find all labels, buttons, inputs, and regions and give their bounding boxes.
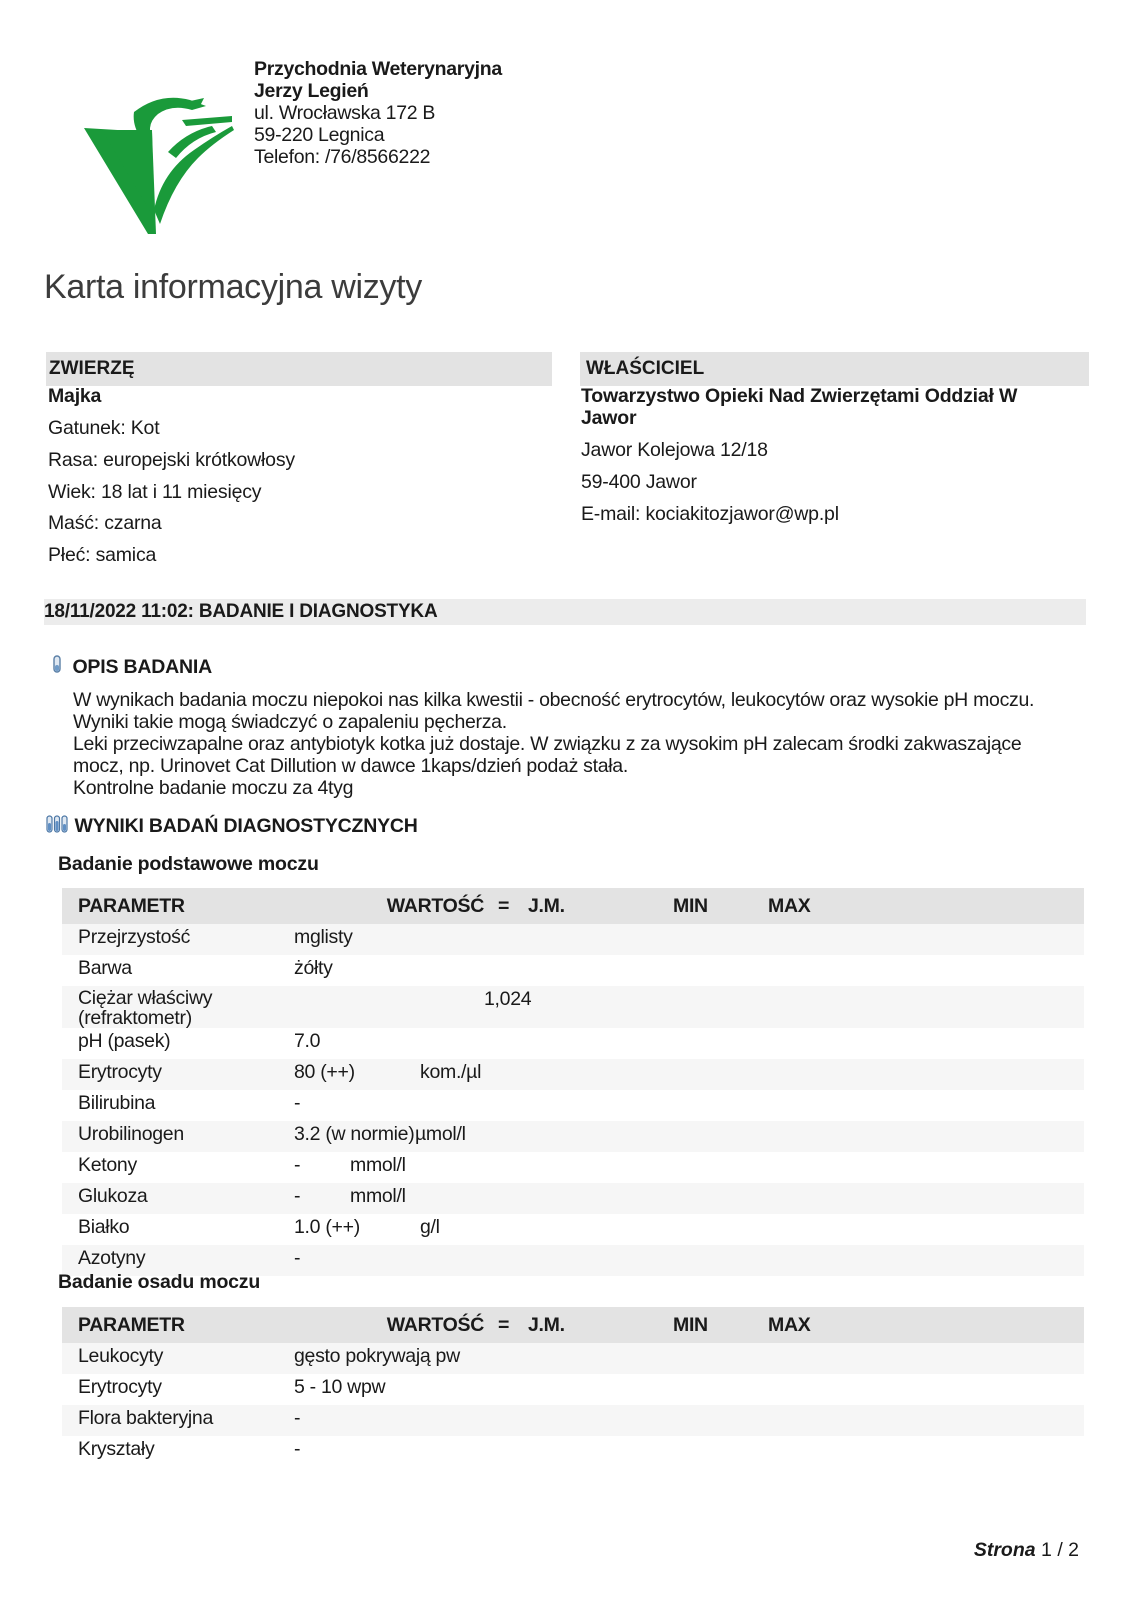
owner-address: Jawor Kolejowa 12/18	[581, 439, 768, 461]
param-cell	[62, 1090, 294, 1121]
value-cell	[294, 1152, 1084, 1183]
value-text: 1,024	[484, 988, 532, 1010]
col-param: PARAMETR	[62, 888, 294, 924]
value-cell	[294, 1374, 1084, 1405]
value-text: żółty	[294, 957, 333, 979]
animal-color: Maść: czarna	[48, 512, 162, 534]
animal-name: Majka	[48, 385, 102, 407]
table-row	[62, 955, 1084, 986]
value-cell	[294, 1183, 1084, 1214]
sediment-table	[62, 1307, 1084, 1467]
value-text: 3.2 (w normie)	[294, 1123, 415, 1145]
col-max: MAX	[768, 888, 1084, 924]
value-cell	[294, 1343, 1084, 1374]
table-row	[62, 1152, 1084, 1183]
col-min: MIN	[673, 888, 768, 924]
clinic-doctor: Jerzy Legień	[254, 80, 369, 102]
animal-species: Gatunek: Kot	[48, 417, 160, 439]
param-cell	[62, 1343, 294, 1374]
owner-city: 59-400 Jawor	[581, 471, 697, 493]
param-cell	[62, 1374, 294, 1405]
value-text: 7.0	[294, 1030, 321, 1052]
param-name: Ketony	[78, 1154, 137, 1176]
results-heading: WYNIKI BADAŃ DIAGNOSTYCZNYCH	[74, 815, 418, 837]
value-cell	[294, 1028, 1084, 1059]
param-cell	[62, 1405, 294, 1436]
clinic-name: Przychodnia Weterynaryjna	[254, 58, 502, 80]
table-header-row	[62, 888, 1084, 924]
value-text: mglisty	[294, 926, 353, 948]
col-min: MIN	[673, 1307, 768, 1343]
page-total: / 2	[1057, 1539, 1079, 1561]
sediment-title: Badanie osadu moczu	[58, 1271, 261, 1293]
unit-text: g/l	[420, 1216, 440, 1238]
value-cell	[294, 1245, 1084, 1276]
param-name-cont: (refraktometr)	[78, 1007, 192, 1029]
table-header-row	[62, 1307, 1084, 1343]
param-name: Glukoza	[78, 1185, 148, 1207]
param-name: Kryształy	[78, 1438, 155, 1460]
table-row	[62, 1028, 1084, 1059]
unit-text: mmol/l	[350, 1185, 406, 1207]
col-max: MAX	[768, 1307, 1084, 1343]
description-line: Kontrolne badanie moczu za 4tyg	[73, 777, 354, 799]
results-heading-row	[46, 815, 418, 840]
animal-age: Wiek: 18 lat i 11 miesięcy	[48, 481, 262, 503]
description-line: W wynikach badania moczu niepokoi nas kilka kwestii - obecność erytrocytów, leukocytów oraz wysokie pH moczu.	[73, 689, 1035, 711]
clinic-city: 59-220 Legnica	[254, 124, 385, 146]
table-row	[62, 1405, 1084, 1436]
param-name: Urobilinogen	[78, 1123, 184, 1145]
value-cell	[294, 986, 1084, 1028]
table-row	[62, 1183, 1084, 1214]
param-cell	[62, 1214, 294, 1245]
owner-name-line2: Jawor	[581, 407, 637, 429]
description-line: Leki przeciwzapalne oraz antybiotyk kotka już dostaje. W związku z za wysokim pH zalecam środki zakwaszające	[73, 733, 1022, 755]
description-line: Wyniki takie mogą świadczyć o zapaleniu pęcherza.	[73, 711, 507, 733]
value-cell	[294, 1436, 1084, 1467]
page-number: 1	[1041, 1539, 1052, 1561]
col-value: WARTOŚĆ	[294, 888, 498, 924]
param-cell	[62, 1121, 294, 1152]
param-cell	[62, 986, 294, 1028]
owner-email: E-mail: kociakitozjawor@wp.pl	[581, 503, 839, 525]
table-row	[62, 986, 1084, 1028]
value-cell	[294, 1121, 1084, 1152]
test-tubes-icon	[46, 815, 68, 840]
param-name: Erytrocyty	[78, 1376, 162, 1398]
col-unit: J.M.	[528, 888, 673, 924]
col-unit: J.M.	[528, 1307, 673, 1343]
col-eq: =	[498, 1307, 528, 1343]
param-cell	[62, 1183, 294, 1214]
basic-urine-title: Badanie podstawowe moczu	[58, 853, 319, 875]
value-text: 80 (++)	[294, 1061, 355, 1083]
owner-name-line1: Towarzystwo Opieki Nad Zwierzętami Oddział W	[581, 385, 1018, 407]
animal-sex: Płeć: samica	[48, 544, 157, 566]
visit-header: 18/11/2022 11:02: BADANIE I DIAGNOSTYKA	[44, 599, 1086, 625]
owner-section-heading: WŁAŚCICIEL	[580, 352, 1089, 386]
param-name: Ciężar właściwy	[78, 987, 213, 1009]
param-name: Leukocyty	[78, 1345, 164, 1367]
value-cell	[294, 1214, 1084, 1245]
value-text: 5 - 10 wpw	[294, 1376, 386, 1398]
unit-text: µmol/l	[415, 1123, 466, 1145]
param-cell	[62, 924, 294, 955]
description-line: mocz, np. Urinovet Cat Dillution w dawce 1kaps/dzień podaż stała.	[73, 755, 628, 777]
col-eq: =	[498, 888, 528, 924]
param-cell	[62, 1059, 294, 1090]
clinic-info	[254, 58, 502, 168]
table-row	[62, 1374, 1084, 1405]
page-footer	[974, 1539, 1079, 1562]
description-heading-row	[50, 655, 212, 682]
value-text: gęsto pokrywają pw	[294, 1345, 460, 1367]
description-text	[73, 689, 1093, 799]
animal-section-heading: ZWIERZĘ	[46, 352, 552, 386]
param-name: Bilirubina	[78, 1092, 156, 1114]
value-text: -	[294, 1247, 301, 1269]
description-heading: OPIS BADANIA	[72, 655, 212, 678]
param-cell	[62, 955, 294, 986]
param-name: Erytrocyty	[78, 1061, 162, 1083]
unit-text: mmol/l	[350, 1154, 406, 1176]
param-name: Barwa	[78, 957, 132, 979]
param-cell	[62, 1028, 294, 1059]
clinic-logo-icon	[82, 92, 242, 234]
animal-breed: Rasa: europejski krótkowłosy	[48, 449, 295, 471]
value-cell	[294, 955, 1084, 986]
table-row	[62, 924, 1084, 955]
value-cell	[294, 1090, 1084, 1121]
clinic-phone: Telefon: /76/8566222	[254, 146, 431, 168]
unit-text: kom./µl	[420, 1061, 482, 1083]
param-name: Flora bakteryjna	[78, 1407, 214, 1429]
table-row	[62, 1121, 1084, 1152]
param-name: Azotyny	[78, 1247, 146, 1269]
table-row	[62, 1059, 1084, 1090]
page-label: Strona	[973, 1539, 1036, 1561]
table-row	[62, 1090, 1084, 1121]
param-cell	[62, 1152, 294, 1183]
clinic-logo	[82, 92, 242, 234]
test-tube-icon	[50, 655, 64, 682]
table-row	[62, 1436, 1084, 1467]
value-text: -	[294, 1092, 301, 1114]
col-param: PARAMETR	[62, 1307, 294, 1343]
param-name: Białko	[78, 1216, 130, 1238]
param-name: pH (pasek)	[78, 1030, 171, 1052]
value-cell	[294, 1059, 1084, 1090]
value-cell	[294, 924, 1084, 955]
param-cell	[62, 1436, 294, 1467]
value-text: -	[294, 1438, 301, 1460]
value-text: -	[294, 1407, 301, 1429]
clinic-street: ul. Wrocławska 172 B	[254, 102, 436, 124]
col-value: WARTOŚĆ	[294, 1307, 498, 1343]
value-text: 1.0 (++)	[294, 1216, 360, 1238]
value-cell	[294, 1405, 1084, 1436]
value-text: -	[294, 1154, 301, 1176]
document-title: Karta informacyjna wizyty	[44, 268, 422, 306]
param-name: Przejrzystość	[78, 926, 191, 948]
basic-urine-table	[62, 888, 1084, 1276]
table-row	[62, 1214, 1084, 1245]
table-row	[62, 1343, 1084, 1374]
value-text: -	[294, 1185, 301, 1207]
